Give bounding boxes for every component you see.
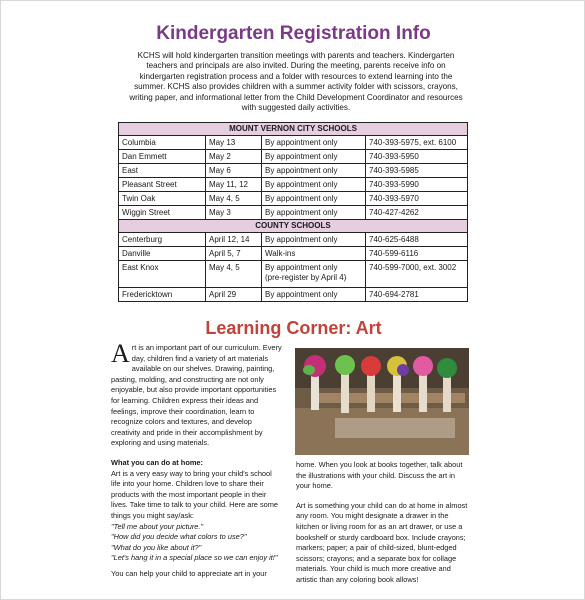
table-row (119, 206, 468, 220)
article-paragraph: Art is a very easy way to bring your child's school life into your home. Children love to share their products with the most important people in their lives. Take time to talk to your child. Here are some things you might say/ask: (111, 468, 279, 520)
subhead: What you can do at home: (111, 457, 203, 467)
table-row (119, 150, 468, 164)
left-column-last-line: You can help your child to appreciate art in your (111, 569, 267, 578)
registration-type (262, 261, 366, 288)
phone: 740-393-5990 (366, 178, 468, 192)
date: May 4, 5 (206, 261, 262, 288)
registration-type: By appointment only (262, 206, 366, 220)
quote-line: "Let's hang it in a special place so we can enjoy it!" (111, 553, 278, 563)
intro-article-paragraph (111, 339, 283, 449)
drop-cap: A (111, 339, 130, 368)
registration-type: By appointment only (262, 192, 366, 206)
school-name: Wiggin Street (119, 206, 206, 220)
table-row (119, 247, 468, 261)
table-section-header (119, 123, 468, 136)
clay-sculptures-photo (295, 348, 469, 455)
phone: 740-694-2781 (366, 288, 468, 302)
school-name: Danville (119, 247, 206, 261)
date: April 5, 7 (206, 247, 262, 261)
registration-type-line: By appointment only (265, 263, 338, 272)
phone: 740-393-5970 (366, 192, 468, 206)
school-name: Fredericktown (119, 288, 206, 302)
table-row (119, 192, 468, 206)
school-name: Columbia (119, 136, 206, 150)
table-row (119, 288, 468, 302)
mount-vernon-header: MOUNT VERNON CITY SCHOOLS (119, 123, 468, 136)
article-text: rt is an important part of our curriculum. Every day, children find a variety of art materials available on our shelves. Drawing, painting, pasting, molding, and constructing are not only enjoyable, but also provide important opportunities for learning. Children express their ideas and feelings, improve their coordination, learn to recognize colors and textures, and develop creativity and pride in their accomplishment by exploring and using materials. (111, 343, 282, 448)
date: May 6 (206, 164, 262, 178)
date: May 3 (206, 206, 262, 220)
school-name: East (119, 164, 206, 178)
phone: 740-599-7000, ext. 3002 (366, 261, 468, 288)
registration-type: By appointment only (262, 164, 366, 178)
registration-type: By appointment only (262, 288, 366, 302)
intro-paragraph: KCHS will hold kindergarten transition meetings with parents and teachers. Kindergarten teachers and principals are also invited. During the meeting, parents receive info on kindergarten registration process and a folder with resources to extend learning into the summer. KCHS also provides children with a summer activity folder with scissors, crayons, writing paper, and informational letter from the Child Development Coordinator and resources with suggested daily activities. (129, 51, 463, 113)
right-column (296, 460, 471, 586)
phone: 740-393-5985 (366, 164, 468, 178)
left-column (111, 339, 283, 564)
registration-type: By appointment only (262, 136, 366, 150)
table-section-header (119, 220, 468, 233)
county-header: COUNTY SCHOOLS (119, 220, 468, 233)
table-row (119, 164, 468, 178)
registration-type: Walk-ins (262, 247, 366, 261)
article-paragraph: Art is something your child can do at home in almost any room. You might designate a drawer in the kitchen or living room for as an art drawer, or use a bookshelf or sturdy cardboard box. Include crayons; markers; paper; a pair of child-sized, blunt-edged scissors; crayons; and a separate box for collage materials. Your child is much more creative and artistic than any coloring book allows! (296, 500, 468, 584)
school-name: East Knox (119, 261, 206, 288)
quote-line: "How did you decide what colors to use?" (111, 532, 247, 542)
registration-type: By appointment only (262, 233, 366, 247)
quote-line: "What do you like about it?" (111, 542, 202, 552)
table-row (119, 178, 468, 192)
school-name: Centerburg (119, 233, 206, 247)
table-row (119, 136, 468, 150)
registration-note: (pre-register by April 4) (265, 273, 347, 282)
date: April 12, 14 (206, 233, 262, 247)
date: May 11, 12 (206, 178, 262, 192)
registration-type: By appointment only (262, 150, 366, 164)
phone: 740-393-5950 (366, 150, 468, 164)
school-name: Pleasant Street (119, 178, 206, 192)
phone: 740-599-6116 (366, 247, 468, 261)
school-name: Twin Oak (119, 192, 206, 206)
date: May 13 (206, 136, 262, 150)
registration-table (118, 122, 468, 302)
article-paragraph: home. When you look at books together, talk about the illustrations with your child. Discuss the art in your home. (296, 460, 463, 491)
date: May 4, 5 (206, 192, 262, 206)
registration-type: By appointment only (262, 178, 366, 192)
school-name: Dan Emmett (119, 150, 206, 164)
page-title: Kindergarten Registration Info (156, 23, 431, 44)
quote-line: "Tell me about your picture." (111, 521, 204, 531)
phone: 740-393-5975, ext. 6100 (366, 136, 468, 150)
date: May 2 (206, 150, 262, 164)
phone: 740-427-4262 (366, 206, 468, 220)
phone: 740-625-6488 (366, 233, 468, 247)
table-row (119, 233, 468, 247)
table-row (119, 261, 468, 288)
date: April 29 (206, 288, 262, 302)
learning-corner-title: Learning Corner: Art (205, 318, 382, 338)
